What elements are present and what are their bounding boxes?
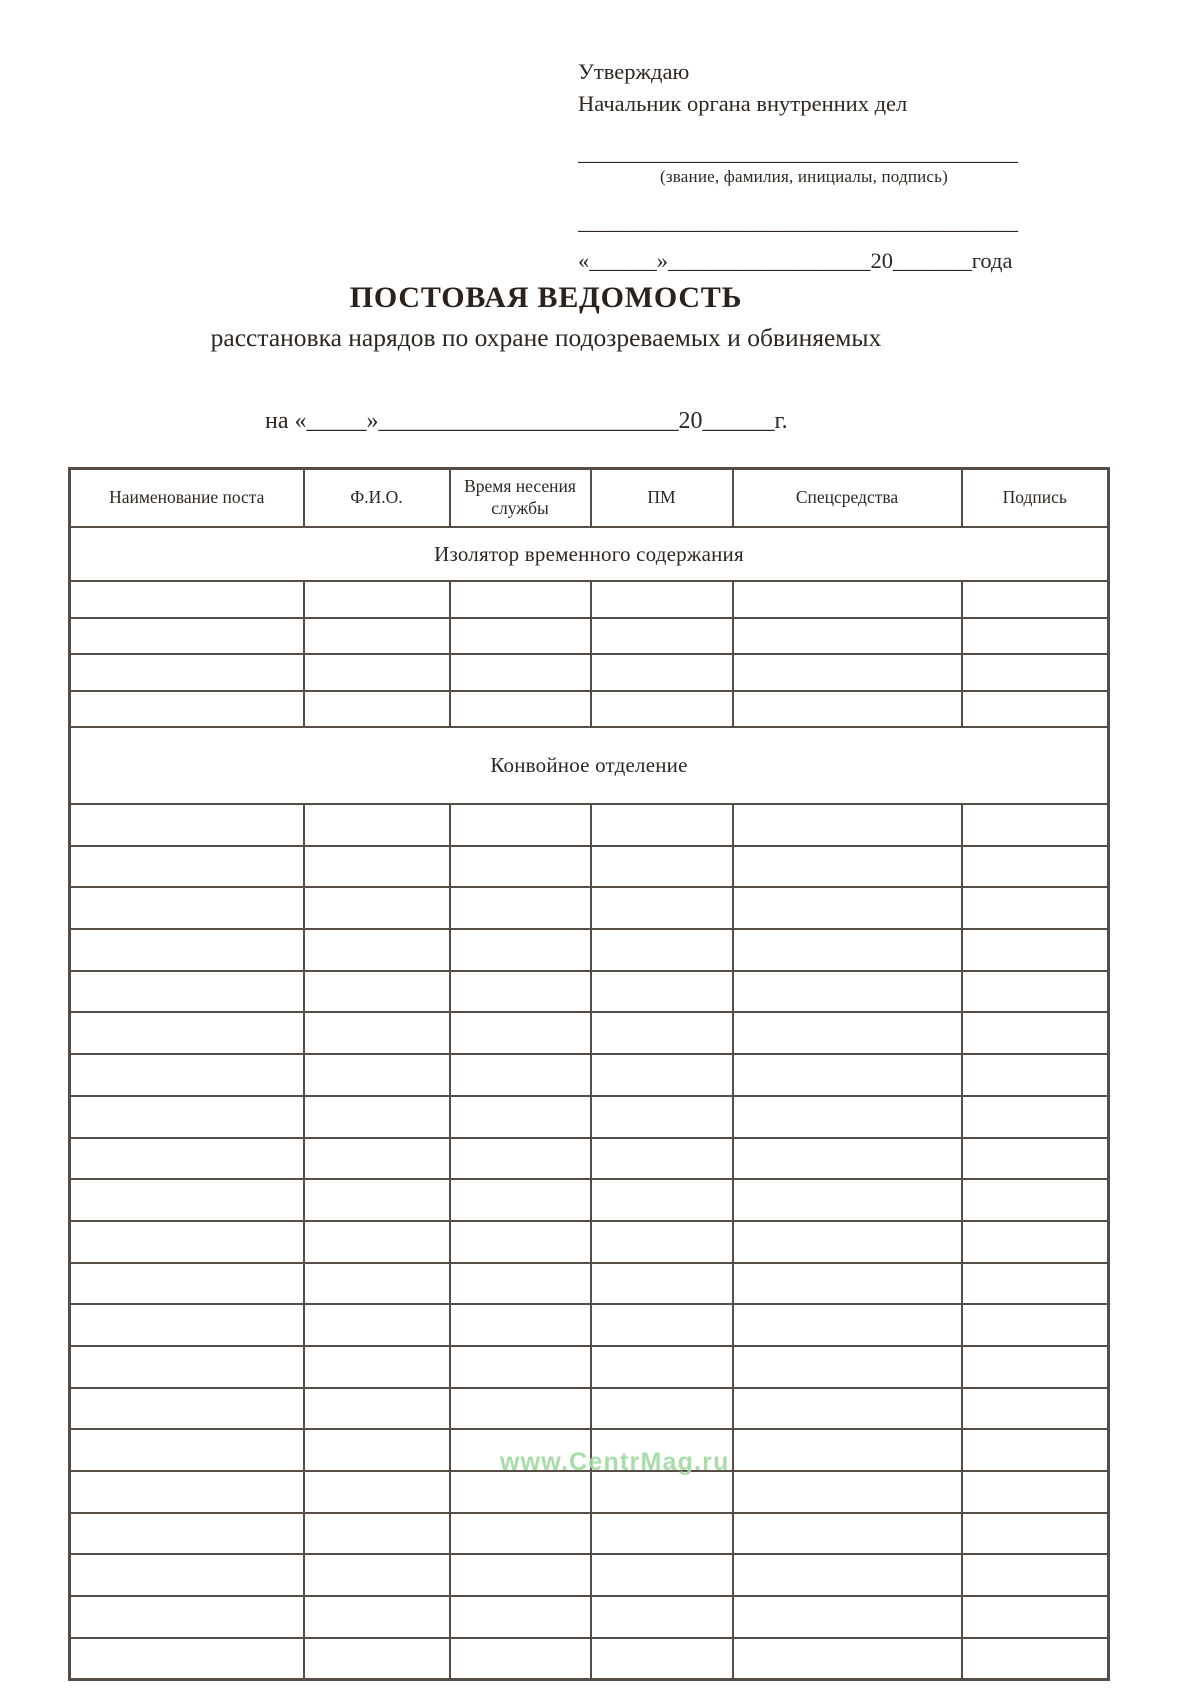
approver-title-label: Начальник органа внутренних дел: [578, 90, 908, 116]
empty-cell: [733, 971, 962, 1013]
empty-cell: [70, 1012, 304, 1054]
empty-cell: [591, 1638, 733, 1680]
month-blank: __________________: [668, 248, 871, 273]
empty-cell: [70, 1513, 304, 1555]
empty-cell: [70, 971, 304, 1013]
empty-cell: [304, 1638, 450, 1680]
empty-cell: [962, 887, 1109, 929]
empty-cell: [450, 846, 591, 888]
empty-cell: [591, 1263, 733, 1305]
signature-line-1: ________________________________________: [578, 141, 1018, 164]
century-prefix: 20: [870, 248, 893, 273]
empty-cell: [304, 1263, 450, 1305]
empty-cell: [450, 1263, 591, 1305]
section-label: Конвойное отделение: [70, 727, 1109, 804]
empty-cell: [70, 1179, 304, 1221]
empty-cell: [450, 1596, 591, 1638]
table-row: [70, 887, 1109, 929]
roster-table-body: [70, 527, 1109, 1680]
empty-cell: [962, 1554, 1109, 1596]
empty-cell: [733, 804, 962, 846]
empty-cell: [591, 1179, 733, 1221]
empty-cell: [450, 691, 591, 728]
table-row: [70, 971, 1109, 1013]
empty-cell: [70, 581, 304, 618]
table-row: [70, 1513, 1109, 1555]
column-header-0: Наименование поста: [70, 469, 304, 528]
empty-cell: [962, 654, 1109, 691]
empty-cell: [304, 971, 450, 1013]
empty-cell: [70, 1429, 304, 1471]
table-row: [70, 929, 1109, 971]
empty-cell: [304, 691, 450, 728]
empty-cell: [733, 654, 962, 691]
empty-cell: [962, 1429, 1109, 1471]
year-blank: ______: [702, 408, 775, 434]
empty-cell: [450, 581, 591, 618]
empty-cell: [450, 1513, 591, 1555]
empty-cell: [304, 1138, 450, 1180]
column-header-row: [70, 469, 1109, 528]
day-blank: _____: [306, 408, 367, 434]
empty-cell: [962, 1096, 1109, 1138]
empty-cell: [450, 804, 591, 846]
empty-cell: [591, 887, 733, 929]
empty-cell: [962, 846, 1109, 888]
empty-cell: [450, 1638, 591, 1680]
column-header-3: ПМ: [591, 469, 733, 528]
empty-cell: [304, 1054, 450, 1096]
empty-cell: [962, 1471, 1109, 1513]
signature-hint: (звание, фамилия, инициалы, подпись): [660, 166, 948, 186]
empty-cell: [962, 618, 1109, 655]
empty-cell: [70, 887, 304, 929]
table-row: [70, 1263, 1109, 1305]
empty-cell: [733, 691, 962, 728]
empty-cell: [450, 1096, 591, 1138]
empty-cell: [591, 804, 733, 846]
empty-cell: [733, 887, 962, 929]
empty-cell: [591, 1054, 733, 1096]
empty-cell: [962, 1179, 1109, 1221]
empty-cell: [304, 846, 450, 888]
table-row: [70, 581, 1109, 618]
title-block: [0, 281, 1092, 353]
empty-cell: [304, 1471, 450, 1513]
empty-cell: [304, 654, 450, 691]
empty-cell: [733, 618, 962, 655]
day-blank: ______: [589, 248, 657, 273]
empty-cell: [962, 804, 1109, 846]
empty-cell: [962, 1596, 1109, 1638]
empty-cell: [304, 1554, 450, 1596]
empty-cell: [591, 1388, 733, 1430]
table-row: [70, 1596, 1109, 1638]
empty-cell: [962, 581, 1109, 618]
empty-cell: [733, 1346, 962, 1388]
year-suffix: года: [971, 248, 1013, 273]
empty-cell: [733, 581, 962, 618]
empty-cell: [591, 1221, 733, 1263]
empty-cell: [733, 1304, 962, 1346]
empty-cell: [70, 929, 304, 971]
empty-cell: [962, 971, 1109, 1013]
empty-cell: [70, 1054, 304, 1096]
empty-cell: [304, 1304, 450, 1346]
empty-cell: [591, 929, 733, 971]
empty-cell: [962, 929, 1109, 971]
empty-cell: [70, 1263, 304, 1305]
section-header-row: [70, 527, 1109, 581]
signature-line-2: ________________________________________: [578, 211, 1018, 233]
table-row: [70, 846, 1109, 888]
empty-cell: [591, 1138, 733, 1180]
table-row: [70, 1346, 1109, 1388]
empty-cell: [733, 1054, 962, 1096]
empty-cell: [304, 929, 450, 971]
table-row: [70, 804, 1109, 846]
year-blank: _______: [893, 248, 972, 273]
empty-cell: [591, 1554, 733, 1596]
table-row: [70, 1054, 1109, 1096]
empty-cell: [304, 1388, 450, 1430]
approve-label: Утверждаю: [578, 59, 690, 84]
empty-cell: [70, 1346, 304, 1388]
empty-cell: [450, 1221, 591, 1263]
empty-cell: [733, 1263, 962, 1305]
table-row: [70, 654, 1109, 691]
empty-cell: [591, 1096, 733, 1138]
empty-cell: [962, 1221, 1109, 1263]
approval-date-line: [578, 245, 1030, 277]
column-header-2: Время несения службы: [450, 469, 591, 528]
empty-cell: [962, 1513, 1109, 1555]
table-row: [70, 1012, 1109, 1054]
page-subtitle: расстановка нарядов по охране подозреваемых и обвиняемых: [210, 323, 882, 352]
empty-cell: [70, 1304, 304, 1346]
empty-cell: [962, 1388, 1109, 1430]
empty-cell: [591, 1012, 733, 1054]
empty-cell: [591, 618, 733, 655]
empty-cell: [304, 1221, 450, 1263]
table-row: [70, 1138, 1109, 1180]
empty-cell: [733, 1012, 962, 1054]
empty-cell: [962, 1138, 1109, 1180]
empty-cell: [70, 1596, 304, 1638]
empty-cell: [70, 1471, 304, 1513]
empty-cell: [733, 1221, 962, 1263]
empty-cell: [450, 1554, 591, 1596]
empty-cell: [304, 1346, 450, 1388]
empty-cell: [70, 1638, 304, 1680]
empty-cell: [450, 929, 591, 971]
table-row: [70, 1554, 1109, 1596]
empty-cell: [962, 1054, 1109, 1096]
empty-cell: [450, 971, 591, 1013]
empty-cell: [304, 618, 450, 655]
empty-cell: [70, 654, 304, 691]
empty-cell: [304, 1513, 450, 1555]
close-quote: »: [656, 248, 668, 273]
empty-cell: [733, 1179, 962, 1221]
empty-cell: [591, 971, 733, 1013]
empty-cell: [304, 804, 450, 846]
approval-block: [578, 56, 1030, 277]
empty-cell: [304, 1596, 450, 1638]
open-quote: «: [578, 248, 590, 273]
empty-cell: [450, 1471, 591, 1513]
empty-cell: [70, 1138, 304, 1180]
century-prefix: 20: [678, 408, 703, 434]
empty-cell: [962, 1638, 1109, 1680]
roster-table-wrap: [68, 467, 1110, 1681]
empty-cell: [304, 1179, 450, 1221]
empty-cell: [304, 1429, 450, 1471]
empty-cell: [450, 887, 591, 929]
roster-table: [68, 467, 1110, 1681]
empty-cell: [450, 1054, 591, 1096]
empty-cell: [450, 618, 591, 655]
open-quote: «: [294, 408, 307, 434]
section-header-row: [70, 727, 1109, 804]
empty-cell: [70, 1388, 304, 1430]
table-row: [70, 618, 1109, 655]
empty-cell: [450, 654, 591, 691]
column-header-5: Подпись: [962, 469, 1109, 528]
table-row: [70, 1304, 1109, 1346]
empty-cell: [70, 804, 304, 846]
empty-cell: [70, 618, 304, 655]
empty-cell: [591, 1304, 733, 1346]
section-label: Изолятор временного содержания: [70, 527, 1109, 581]
column-header-1: Ф.И.О.: [304, 469, 450, 528]
empty-cell: [304, 581, 450, 618]
empty-cell: [70, 1096, 304, 1138]
document-date-line: [265, 408, 788, 435]
empty-cell: [70, 691, 304, 728]
empty-cell: [450, 1346, 591, 1388]
year-suffix: г.: [774, 408, 788, 434]
empty-cell: [733, 846, 962, 888]
empty-cell: [70, 1221, 304, 1263]
empty-cell: [450, 1012, 591, 1054]
empty-cell: [733, 1513, 962, 1555]
empty-cell: [591, 654, 733, 691]
table-row: [70, 1388, 1109, 1430]
empty-cell: [733, 1096, 962, 1138]
empty-cell: [591, 1471, 733, 1513]
empty-cell: [962, 1304, 1109, 1346]
empty-cell: [70, 846, 304, 888]
empty-cell: [962, 1012, 1109, 1054]
empty-cell: [591, 1596, 733, 1638]
empty-cell: [591, 1346, 733, 1388]
empty-cell: [70, 1554, 304, 1596]
column-header-4: Спецсредства: [733, 469, 962, 528]
empty-cell: [962, 691, 1109, 728]
table-row: [70, 691, 1109, 728]
table-row: [70, 1179, 1109, 1221]
empty-cell: [733, 1638, 962, 1680]
empty-cell: [733, 1388, 962, 1430]
empty-cell: [450, 1304, 591, 1346]
empty-cell: [591, 581, 733, 618]
empty-cell: [962, 1346, 1109, 1388]
empty-cell: [733, 1138, 962, 1180]
empty-cell: [733, 1429, 962, 1471]
close-quote: »: [366, 408, 379, 434]
watermark: www.CentrMag.ru: [500, 1448, 730, 1476]
empty-cell: [733, 1471, 962, 1513]
empty-cell: [450, 1388, 591, 1430]
empty-cell: [733, 929, 962, 971]
empty-cell: [591, 691, 733, 728]
table-row: [70, 1221, 1109, 1263]
empty-cell: [450, 1179, 591, 1221]
empty-cell: [304, 1012, 450, 1054]
empty-cell: [733, 1554, 962, 1596]
empty-cell: [733, 1596, 962, 1638]
empty-cell: [591, 846, 733, 888]
empty-cell: [304, 887, 450, 929]
date-prefix: на: [265, 408, 295, 434]
table-row: [70, 1096, 1109, 1138]
empty-cell: [591, 1513, 733, 1555]
empty-cell: [304, 1096, 450, 1138]
empty-cell: [962, 1263, 1109, 1305]
table-row: [70, 1638, 1109, 1680]
page-title: ПОСТОВАЯ ВЕДОМОСТЬ: [349, 281, 743, 314]
month-blank: _________________________: [378, 408, 679, 434]
empty-cell: [450, 1138, 591, 1180]
table-row: [70, 1471, 1109, 1513]
